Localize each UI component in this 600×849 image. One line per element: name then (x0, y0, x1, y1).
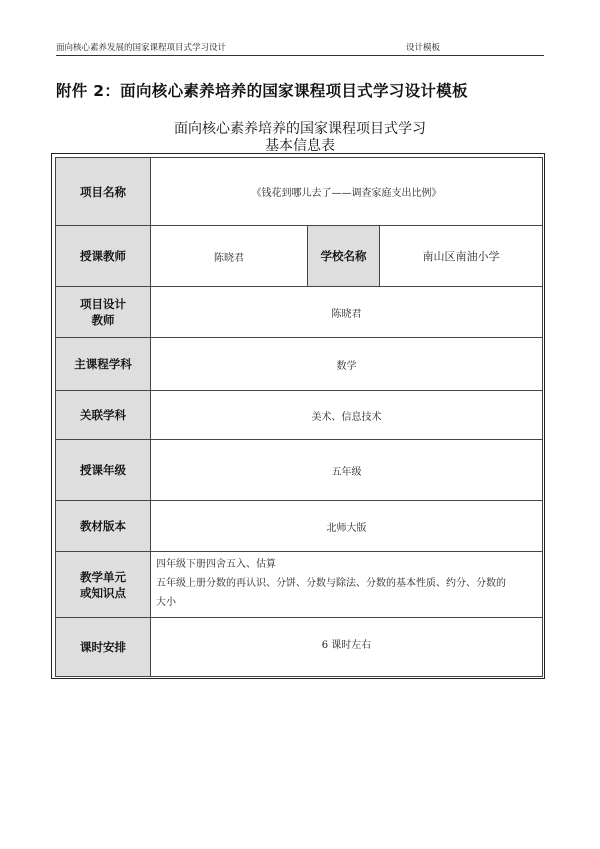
value-related: 美术、信息技术 (150, 390, 543, 440)
value-units (150, 551, 543, 618)
label-subject: 主课程学科 (55, 337, 151, 391)
label-edition: 教材版本 (55, 500, 151, 552)
label-units: 教学单元或知识点 (55, 551, 151, 618)
value-teacher: 陈晓君 (150, 225, 308, 287)
document-heading: 附件 2：面向核心素养培养的国家课程项目式学习设计模板 (56, 82, 468, 100)
value-grade: 五年级 (150, 439, 543, 501)
units-line-1: 四年级下册四舍五入、估算 (156, 559, 276, 570)
info-table (51, 153, 545, 679)
table-subtitle: 基本信息表 (265, 138, 335, 154)
label-grade: 授课年级 (55, 439, 151, 501)
header-left-text: 面向核心素养发展的国家课程项目式学习设计 (56, 43, 227, 53)
units-line-3: 大小 (156, 597, 176, 608)
value-edition: 北师大版 (150, 500, 543, 552)
value-school: 南山区南油小学 (379, 225, 543, 287)
label-teacher: 授课教师 (55, 225, 151, 287)
header-right-text: 设计模板 (406, 43, 441, 53)
value-designer: 陈晓君 (150, 286, 543, 338)
value-subject: 数学 (150, 337, 543, 391)
label-school: 学校名称 (307, 225, 380, 287)
units-line-2: 五年级上册分数的再认识、分饼、分数与除法、分数的基本性质、约分、分数的 (156, 578, 506, 589)
value-project-name: 《钱花到哪儿去了——调查家庭支出比例》 (150, 157, 543, 226)
value-schedule: 6 课时左右 (150, 617, 543, 677)
label-project-name: 项目名称 (55, 157, 151, 226)
label-related: 关联学科 (55, 390, 151, 440)
table-title: 面向核心素养培养的国家课程项目式学习 (174, 121, 426, 137)
page-header (56, 38, 544, 56)
label-schedule: 课时安排 (55, 617, 151, 677)
label-designer: 项目设计教师 (55, 286, 151, 338)
